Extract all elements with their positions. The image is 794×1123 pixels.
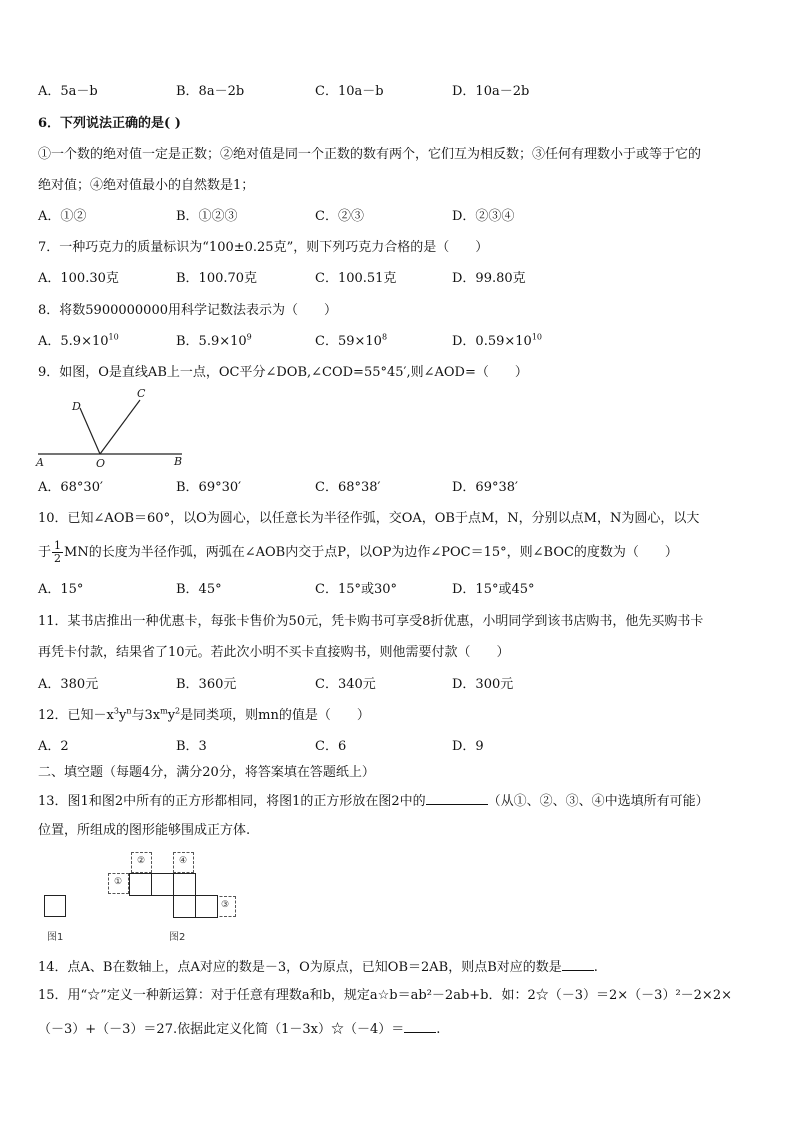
q13-text-line1: 13．图1和图2中所有的正方形都相同，将图1的正方形放在图2中的 （从①、②、③、④中选填所有可能） [38, 794, 709, 809]
q14-text: 14．点A、B在数轴上，点A对应的数是－3，O为原点，已知OB＝2AB，则点B对应的数是 . [38, 960, 598, 975]
q8-option-a[interactable]: A．$5.9\times 10^{10}$ [38, 332, 119, 349]
ray-od [80, 408, 100, 454]
mark-3: ③ [220, 900, 230, 910]
q13-text-line2: 位置，所组成的图形能够围成正方体. [38, 823, 251, 838]
net-square [151, 873, 174, 896]
q6-option-b[interactable]: B．①②③ [176, 209, 238, 224]
q6-text-line1: ①一个数的绝对值一定是正数；②绝对值是同一个正数的数有两个，它们互为相反数；③任何有理数小于或等于它的 [38, 147, 702, 162]
q10-line2-pre: 于 [38, 545, 52, 560]
mark-2: ② [136, 856, 146, 866]
fig1-square [44, 895, 66, 917]
q11-text-line2: 再凭卡付款，结果省了10元。若此次小明不买卡直接购书，则他需要付款（ ） [38, 645, 510, 660]
q10-stem-line2 [38, 540, 678, 565]
q11-option-d[interactable]: D．300元 [452, 677, 514, 692]
q6-stem: 6．下列说法正确的是( ) [38, 116, 181, 131]
label-d: D [72, 400, 81, 413]
q10-line2-post: MN的长度为半径作弧，两弧在∠AOB内交于点P，以OP为边作∠POC＝15°，则∠BOC的度数为（ ） [64, 545, 678, 560]
q9-option-b[interactable]: B．69°30′ [176, 480, 242, 495]
q6-option-c[interactable]: C．②③ [315, 209, 364, 224]
net-square [173, 873, 196, 896]
q5-option-c[interactable]: C．10a－b [315, 84, 384, 99]
mark-1: ① [113, 877, 123, 887]
q12-stem: 12．已知$-x^3y^n$与$3x^my^2$是同类项，则mn的值是（ ） [38, 706, 370, 723]
q9-option-c[interactable]: C．68°38′ [315, 480, 381, 495]
q7-stem: 7．一种巧克力的质量标识为“100±0.25克”，则下列巧克力合格的是（ ） [38, 240, 489, 255]
q7-option-c[interactable]: C．100.51克 [315, 271, 397, 286]
q10-option-a[interactable]: A．15° [38, 582, 84, 597]
q10-option-c[interactable]: C．15°或30° [315, 582, 398, 597]
q12-option-d[interactable]: D．9 [452, 739, 484, 754]
label-b: B [174, 455, 183, 468]
q12-option-b[interactable]: B．3 [176, 739, 207, 754]
q11-option-c[interactable]: C．340元 [315, 677, 376, 692]
q15-text-line2: （－3）+（－3）＝27.依据此定义化简（1－3x）☆（－4）＝ . [38, 1022, 441, 1037]
mark-4: ④ [178, 856, 188, 866]
q11-text-line1: 11．某书店推出一种优惠卡，每张卡售价为50元，凭卡购书可享受8折优惠，小明同学到该书店购书，他先买购书卡 [38, 614, 704, 629]
q8-stem: 8．将数5900000000用科学记数法表示为（ ） [38, 303, 337, 318]
label-o: O [96, 457, 106, 470]
q10-option-d[interactable]: D．15°或45° [452, 582, 535, 597]
q6-text-line2: 绝对值；④绝对值最小的自然数是1； [38, 178, 255, 193]
net-square [129, 873, 152, 896]
q5-option-d[interactable]: D．10a－2b [452, 84, 530, 99]
q11-option-b[interactable]: B．360元 [176, 677, 237, 692]
q6-option-d[interactable]: D．②③④ [452, 209, 515, 224]
net-square [195, 895, 218, 918]
net-square [173, 895, 196, 918]
q15-text-line1: 15．用“☆”定义一种新运算：对于任意有理数a和b，规定a☆b＝ab²－2ab+b．如：2☆（－3）＝2×（－3）²－2×2× [38, 988, 732, 1003]
fraction-one-half: $\frac{1}{2}$ [54, 539, 62, 565]
q7-option-a[interactable]: A．100.30克 [38, 271, 119, 286]
q9-stem: 9．如图，O是直线AB上一点，OC平分∠DOB,∠COD=55°45′,则∠AOD=（ ） [38, 365, 528, 380]
q9-figure [32, 384, 202, 472]
q7-option-d[interactable]: D．99.80克 [452, 271, 526, 286]
fig2-caption: 图2 [169, 932, 186, 943]
q12-option-c[interactable]: C．6 [315, 739, 347, 754]
q8-option-b[interactable]: B．$5.9\times 10^9$ [176, 332, 252, 349]
label-c: C [137, 387, 146, 400]
ray-oc [100, 400, 140, 454]
q14-answer-blank[interactable] [562, 958, 594, 971]
q5-option-b[interactable]: B．8a－2b [176, 84, 245, 99]
q11-option-a[interactable]: A．380元 [38, 677, 99, 692]
q5-option-a[interactable]: A．5a－b [38, 84, 98, 99]
q15-answer-blank[interactable] [404, 1020, 436, 1033]
fig1-caption: 图1 [47, 932, 64, 943]
q10-stem-line1: 10．已知∠AOB＝60°，以O为圆心，以任意长为半径作弧，交OA，OB于点M，N，分别以点M，N为圆心，以大 [38, 511, 700, 526]
section-heading: 二、填空题（每题4分，满分20分，将答案填在答题纸上） [38, 765, 375, 780]
q9-option-d[interactable]: D．69°38′ [452, 480, 518, 495]
q8-option-c[interactable]: C．$59\times 10^8$ [315, 332, 388, 349]
q9-option-a[interactable]: A．68°30′ [38, 480, 103, 495]
q12-option-a[interactable]: A．2 [38, 739, 69, 754]
q7-option-b[interactable]: B．100.70克 [176, 271, 258, 286]
q6-option-a[interactable]: A．①② [38, 209, 87, 224]
label-a: A [36, 456, 44, 469]
q8-option-d[interactable]: D．$0.59\times 10^{10}$ [452, 332, 542, 349]
q13-answer-blank[interactable] [426, 792, 488, 805]
q10-option-b[interactable]: B．45° [176, 582, 222, 597]
